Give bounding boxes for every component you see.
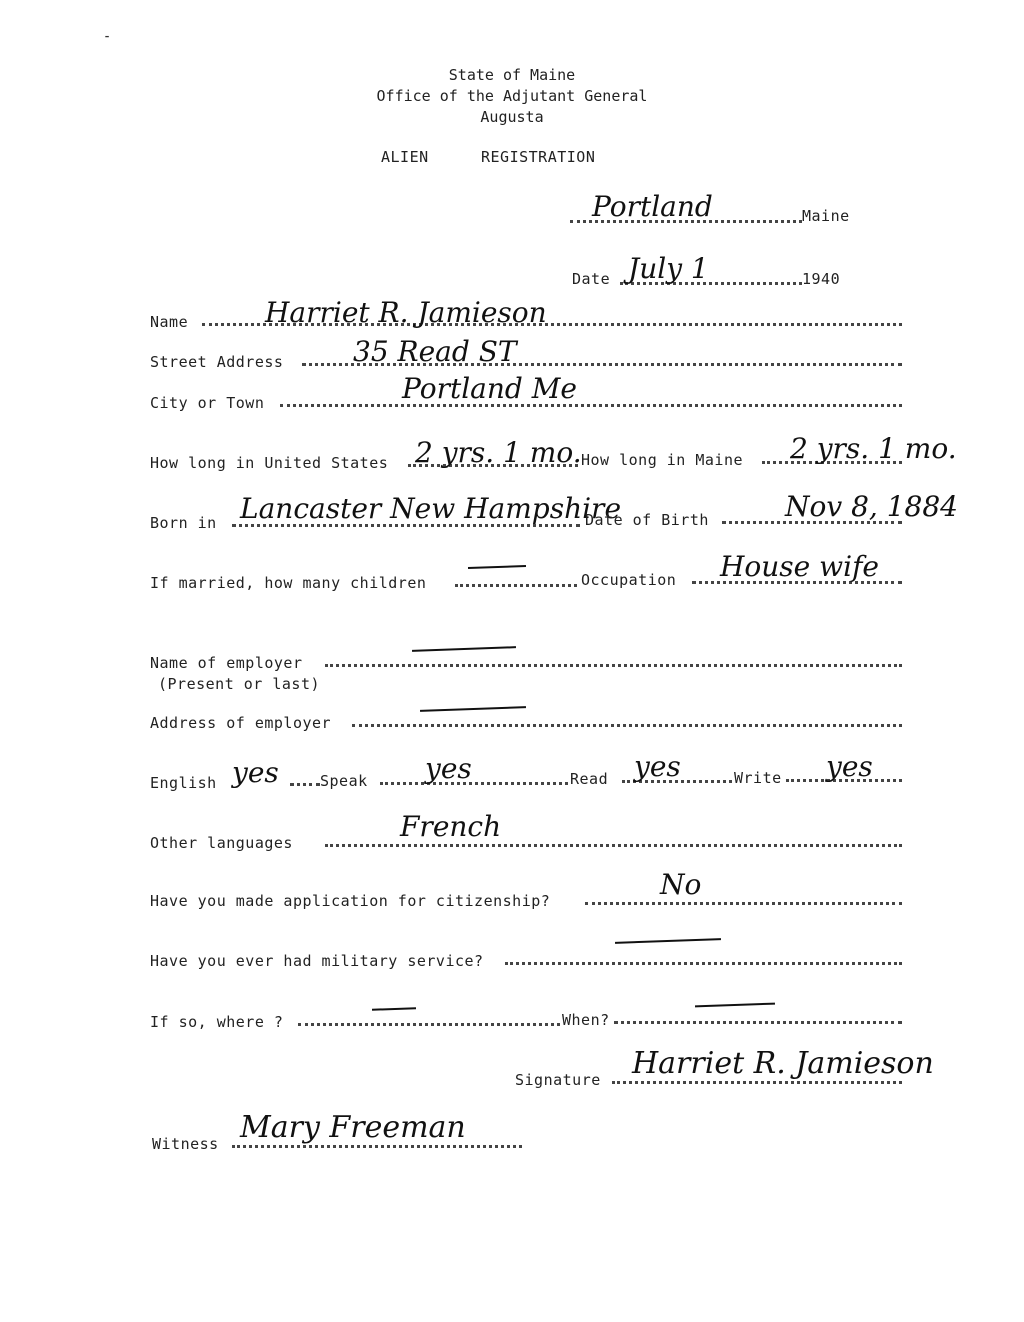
place-suffix: Maine <box>802 207 850 225</box>
military-dots <box>505 962 902 965</box>
born-in-value: Lancaster New Hampshire <box>240 492 622 525</box>
other-languages-value: French <box>400 810 502 843</box>
children-dots <box>455 584 577 587</box>
city-value: Portland Me <box>402 372 577 405</box>
employer-address-label: Address of employer <box>150 714 332 732</box>
name-label: Name <box>150 313 189 331</box>
speak-value: yes <box>425 752 472 785</box>
header-state: State of Maine <box>448 66 576 84</box>
write-label: Write <box>734 769 782 787</box>
citizenship-value: No <box>660 868 702 901</box>
form-title-registration: REGISTRATION <box>481 148 596 166</box>
employer-address-dots <box>352 724 902 727</box>
header-city: Augusta <box>480 108 544 126</box>
name-value: Harriet R. Jamieson <box>265 296 547 329</box>
other-languages-label: Other languages <box>150 834 293 852</box>
how-long-us-value: 2 yrs. 1 mo. <box>415 436 582 469</box>
header-office: Office of the Adjutant General <box>376 87 648 105</box>
form-title-alien: ALIEN <box>381 148 429 166</box>
english-dots <box>290 783 320 786</box>
employer-value <box>412 646 516 652</box>
english-value: yes <box>232 756 279 789</box>
born-in-label: Born in <box>150 514 217 532</box>
city-label: City or Town <box>150 394 265 412</box>
witness-label: Witness <box>152 1135 219 1153</box>
military-label: Have you ever had military service? <box>150 952 484 970</box>
other-languages-dots <box>325 844 902 847</box>
when-label: When? <box>562 1011 610 1029</box>
employer-sublabel: (Present or last) <box>158 675 321 693</box>
street-value: 35 Read ST <box>353 335 517 368</box>
occupation-value: House wife <box>720 550 880 583</box>
children-value <box>468 565 526 569</box>
street-label: Street Address <box>150 353 284 371</box>
citizenship-dots <box>585 902 902 905</box>
speak-dots <box>380 782 568 785</box>
signature-label: Signature <box>515 1071 601 1089</box>
signature-value: Harriet R. Jamieson <box>632 1046 934 1081</box>
where-value <box>372 1007 416 1011</box>
speak-label: Speak <box>320 772 368 790</box>
where-label: If so, where ? <box>150 1013 284 1031</box>
signature-dots <box>612 1081 902 1084</box>
when-value <box>695 1003 775 1008</box>
city-dots <box>280 404 902 407</box>
occupation-label: Occupation <box>581 571 677 589</box>
read-value: yes <box>634 750 681 783</box>
how-long-maine-label: How long in Maine <box>581 451 744 469</box>
when-dots <box>614 1021 902 1024</box>
date-label: Date <box>572 270 611 288</box>
date-of-birth-value: Nov 8, 1884 <box>785 490 958 523</box>
where-dots <box>298 1023 560 1026</box>
citizenship-label: Have you made application for citizenship? <box>150 892 551 910</box>
read-label: Read <box>570 770 609 788</box>
employer-address-value <box>420 706 526 712</box>
corner-mark: ⁃ <box>104 30 110 44</box>
place-value: Portland <box>592 190 713 223</box>
employer-dots <box>325 664 902 667</box>
how-long-us-label: How long in United States <box>150 454 389 472</box>
write-value: yes <box>826 750 873 783</box>
witness-value: Mary Freeman <box>240 1110 466 1145</box>
children-label: If married, how many children <box>150 574 427 592</box>
employer-label: Name of employer <box>150 654 303 672</box>
how-long-maine-value: 2 yrs. 1 mo. <box>790 432 957 465</box>
date-year: 1940 <box>802 270 841 288</box>
english-label: English <box>150 774 217 792</box>
date-of-birth-label: Date of Birth <box>585 511 709 529</box>
date-value: July 1 <box>628 252 709 285</box>
witness-dots <box>232 1145 522 1148</box>
military-value <box>615 938 721 944</box>
